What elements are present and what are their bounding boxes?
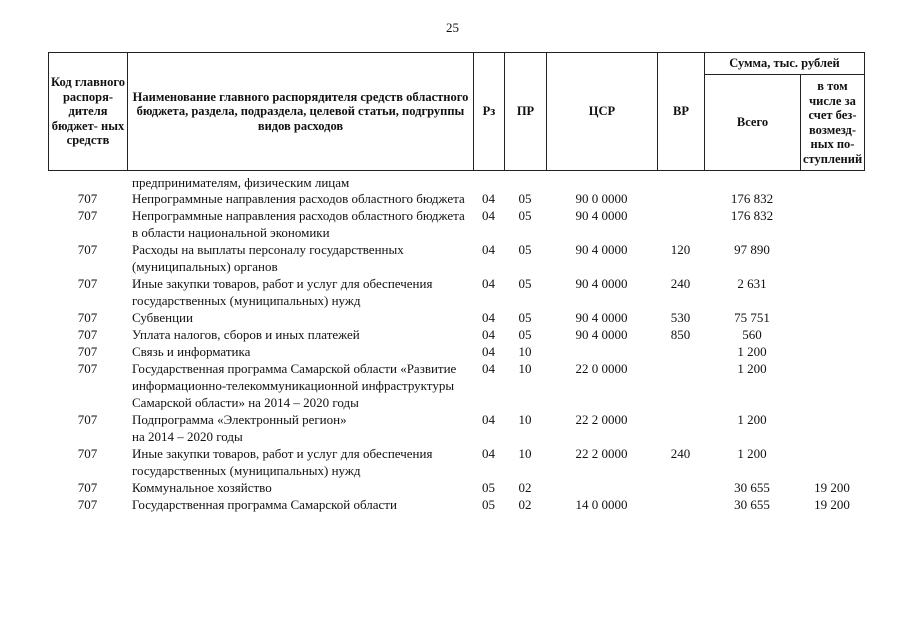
row-incl: 19 200 bbox=[814, 497, 850, 512]
row-vr bbox=[657, 343, 704, 360]
row-vr: 530 bbox=[670, 310, 691, 325]
row-total: 97 890 bbox=[734, 242, 770, 257]
row-csr bbox=[546, 343, 657, 360]
row-name: Государственная программа Самарской области bbox=[132, 497, 397, 512]
row-code bbox=[48, 175, 127, 190]
row-vr bbox=[657, 496, 704, 513]
row-rz: 04 bbox=[482, 276, 495, 291]
row-pr: 05 bbox=[518, 310, 532, 325]
row-name: Государственная программа Самарской области «Развитие информационно-телекоммуникационной инфраструктуры Самарской области» на 2014 – 2020 годы bbox=[132, 361, 457, 410]
row-name: Уплата налогов, сборов и иных платежей bbox=[132, 327, 360, 342]
row-incl bbox=[800, 275, 864, 309]
row-rz: 04 bbox=[482, 412, 495, 427]
header-rz: Рз bbox=[474, 53, 505, 171]
row-csr: 90 0 0000 bbox=[575, 191, 628, 206]
row-vr: 120 bbox=[670, 242, 691, 257]
row-rz bbox=[473, 175, 504, 190]
row-vr: 240 bbox=[670, 446, 691, 461]
row-pr: 05 bbox=[518, 191, 532, 206]
row-incl bbox=[800, 360, 864, 411]
row-vr bbox=[657, 360, 704, 411]
row-total: 560 bbox=[742, 327, 762, 342]
row-rz: 04 bbox=[482, 310, 495, 325]
row-incl bbox=[800, 190, 864, 207]
row-code: 707 bbox=[77, 191, 98, 206]
row-code: 707 bbox=[77, 208, 98, 223]
row-csr: 90 4 0000 bbox=[575, 276, 628, 291]
header-vr: ВР bbox=[658, 53, 705, 171]
header-incl: в том числе за счет без- возмезд- ных по- ступлений bbox=[801, 75, 865, 171]
row-incl bbox=[800, 207, 864, 241]
row-total: 1 200 bbox=[737, 344, 767, 359]
page-number: 25 bbox=[446, 20, 459, 35]
row-total bbox=[704, 175, 800, 190]
row-code: 707 bbox=[77, 412, 98, 427]
row-code: 707 bbox=[77, 480, 98, 495]
row-incl bbox=[800, 411, 864, 445]
row-pr: 05 bbox=[518, 242, 532, 257]
row-code: 707 bbox=[77, 497, 98, 512]
row-total: 1 200 bbox=[737, 361, 767, 376]
table-row bbox=[48, 479, 864, 496]
row-rz: 04 bbox=[482, 208, 495, 223]
row-pr: 02 bbox=[518, 497, 532, 512]
row-total: 75 751 bbox=[734, 310, 770, 325]
table-row bbox=[48, 175, 864, 190]
row-total: 2 631 bbox=[737, 276, 767, 291]
row-name: Иные закупки товаров, работ и услуг для обеспечения государственных (муниципальных) нужд bbox=[132, 446, 433, 478]
row-total: 1 200 bbox=[737, 446, 767, 461]
table-row bbox=[48, 275, 864, 309]
row-pr: 10 bbox=[518, 344, 532, 359]
row-csr: 90 4 0000 bbox=[575, 208, 628, 223]
header-pr: ПР bbox=[505, 53, 547, 171]
table-row bbox=[48, 360, 864, 411]
row-pr: 05 bbox=[518, 208, 532, 223]
row-code: 707 bbox=[77, 276, 98, 291]
row-name: Расходы на выплаты персоналу государственных (муниципальных) органов bbox=[132, 242, 404, 274]
row-total: 176 832 bbox=[730, 208, 774, 223]
row-vr bbox=[657, 479, 704, 496]
header-code: Код главного распоря- дителя бюджет- ных средств bbox=[49, 53, 128, 171]
row-incl bbox=[800, 445, 864, 479]
row-pr: 10 bbox=[518, 446, 532, 461]
row-incl bbox=[800, 343, 864, 360]
table-row bbox=[48, 241, 864, 275]
table-row bbox=[48, 411, 864, 445]
row-csr: 90 4 0000 bbox=[575, 242, 628, 257]
row-rz: 04 bbox=[482, 344, 495, 359]
row-csr: 22 2 0000 bbox=[575, 412, 628, 427]
row-code: 707 bbox=[77, 310, 98, 325]
row-total: 30 655 bbox=[734, 497, 770, 512]
row-vr bbox=[657, 175, 704, 190]
row-pr: 05 bbox=[518, 276, 532, 291]
row-pr: 05 bbox=[518, 327, 532, 342]
row-pr: 10 bbox=[518, 412, 532, 427]
row-vr bbox=[657, 411, 704, 445]
row-code: 707 bbox=[77, 242, 98, 257]
row-rz: 04 bbox=[482, 191, 495, 206]
row-name: Иные закупки товаров, работ и услуг для обеспечения государственных (муниципальных) нужд bbox=[132, 276, 433, 308]
header-total: Всего bbox=[705, 75, 801, 171]
row-rz: 04 bbox=[482, 242, 495, 257]
row-rz: 04 bbox=[482, 446, 495, 461]
row-vr: 850 bbox=[670, 327, 691, 342]
row-code: 707 bbox=[77, 327, 98, 342]
table-row bbox=[48, 309, 864, 326]
row-pr: 10 bbox=[518, 361, 532, 376]
row-rz: 04 bbox=[482, 361, 495, 376]
row-name: предпринимателям, физическим лицам bbox=[132, 175, 350, 190]
row-incl: 19 200 bbox=[814, 480, 850, 495]
row-csr: 90 4 0000 bbox=[575, 327, 628, 342]
row-name: Связь и информатика bbox=[132, 344, 251, 359]
row-code: 707 bbox=[77, 361, 98, 376]
row-incl bbox=[800, 175, 864, 190]
table-row bbox=[48, 207, 864, 241]
row-incl bbox=[800, 326, 864, 343]
table-row bbox=[48, 445, 864, 479]
row-csr: 22 2 0000 bbox=[575, 446, 628, 461]
budget-table-header bbox=[48, 52, 865, 171]
table-row bbox=[48, 326, 864, 343]
row-total: 30 655 bbox=[734, 480, 770, 495]
table-row bbox=[48, 190, 864, 207]
row-code: 707 bbox=[77, 446, 98, 461]
row-name: Непрограммные направления расходов областного бюджета в области национальной экономики bbox=[132, 208, 465, 240]
row-csr: 14 0 0000 bbox=[575, 497, 628, 512]
row-incl bbox=[800, 241, 864, 275]
row-vr bbox=[657, 207, 704, 241]
row-csr bbox=[546, 479, 657, 496]
row-code: 707 bbox=[77, 344, 98, 359]
row-csr: 22 0 0000 bbox=[575, 361, 628, 376]
row-rz: 05 bbox=[482, 480, 495, 495]
row-rz: 05 bbox=[482, 497, 495, 512]
header-sum: Сумма, тыс. рублей bbox=[705, 53, 865, 75]
row-pr bbox=[504, 175, 546, 190]
row-pr: 02 bbox=[518, 480, 532, 495]
row-name: Субвенции bbox=[132, 310, 193, 325]
row-csr: 90 4 0000 bbox=[575, 310, 628, 325]
row-total: 1 200 bbox=[737, 412, 767, 427]
row-incl bbox=[800, 309, 864, 326]
table-row bbox=[48, 343, 864, 360]
row-csr bbox=[546, 175, 657, 190]
row-rz: 04 bbox=[482, 327, 495, 342]
row-name: Коммунальное хозяйство bbox=[132, 480, 272, 495]
row-total: 176 832 bbox=[730, 191, 774, 206]
row-name: Подпрограмма «Электронный регион» на 2014 – 2020 годы bbox=[132, 412, 347, 444]
row-vr bbox=[657, 190, 704, 207]
row-vr: 240 bbox=[670, 276, 691, 291]
table-row bbox=[48, 496, 864, 513]
budget-table-body bbox=[48, 175, 864, 513]
row-name: Непрограммные направления расходов областного бюджета bbox=[132, 191, 465, 206]
header-name: Наименование главного распорядителя средств областного бюджета, раздела, подраздела, целевой статьи, подгруппы видов расходов bbox=[128, 53, 474, 171]
header-csr: ЦСР bbox=[547, 53, 658, 171]
